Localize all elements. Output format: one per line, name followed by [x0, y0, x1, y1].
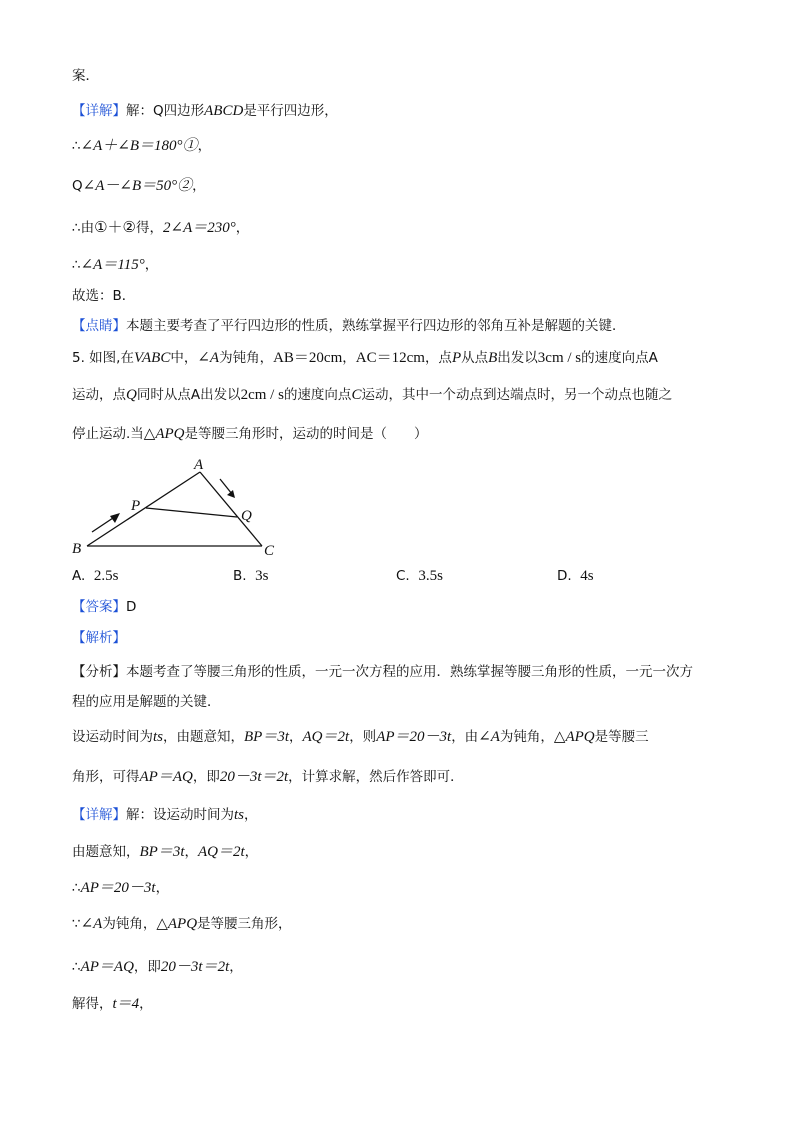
text-line: 案．: [72, 68, 99, 84]
text: 是等腰三: [594, 729, 649, 745]
text: ，: [139, 996, 153, 1012]
text: ，由题意知，: [163, 729, 245, 745]
therefore-symbol: ∴: [72, 257, 81, 273]
point-label-q: Q: [241, 508, 252, 524]
therefore-symbol: ∴: [72, 138, 81, 154]
option-value: 3.5s: [418, 568, 443, 584]
segment-ba: [87, 472, 200, 546]
text: 解：设运动时间为: [126, 807, 234, 823]
math-line: [72, 255, 158, 275]
detail-line: [72, 101, 338, 121]
symbol: Q: [72, 178, 83, 194]
text: 运动，其中一个动点到达端点时，另一个动点也随之: [361, 387, 672, 403]
math: VABC: [133, 350, 171, 366]
text: ，即: [192, 769, 220, 785]
text: 运动，点: [72, 387, 126, 403]
text: 解得，: [72, 996, 113, 1012]
text-line: 故选：B．: [72, 288, 136, 304]
text: ，由: [451, 729, 479, 745]
text: 角形，可得: [72, 769, 140, 785]
math: P: [451, 350, 462, 366]
section-tag: 【详解】: [72, 103, 126, 119]
math: △APQ: [156, 916, 198, 932]
math: B: [488, 350, 498, 366]
segment-ac: [200, 472, 262, 546]
option-c[interactable]: [396, 566, 443, 586]
math: AP＝20－3t: [376, 729, 452, 745]
symbol: Q: [153, 103, 164, 119]
option-key: D.: [557, 568, 572, 584]
text: ，: [244, 844, 259, 860]
math-line: [72, 176, 206, 196]
point-label-p: P: [131, 498, 141, 514]
text: 5. 如图,在: [72, 350, 134, 366]
question-line: [72, 385, 672, 405]
text: ，: [244, 807, 258, 823]
math: △APQ: [553, 729, 595, 745]
section-tag: 【详解】: [72, 807, 126, 823]
analysis-line: 程的应用是解题的关键．: [72, 694, 221, 710]
math: ∠A: [478, 729, 500, 745]
therefore-symbol: ∴: [72, 880, 81, 896]
math: C: [351, 387, 362, 403]
text: 的速度向点: [283, 387, 352, 403]
text: ，: [229, 959, 243, 975]
text: 是等腰三角形，: [197, 916, 292, 932]
math: 20－3t＝2t: [219, 769, 289, 785]
text: 中，: [170, 350, 198, 366]
text: ，: [155, 880, 170, 896]
math-line: [72, 136, 211, 156]
math: ts: [153, 729, 164, 745]
text: ，点: [424, 350, 452, 366]
text: ，计算求解，然后作答即可．: [288, 769, 464, 785]
math: 2∠A＝230°: [163, 220, 236, 236]
answer-value: D: [126, 599, 137, 615]
math: t＝4: [112, 996, 140, 1012]
because-symbol: ∵: [72, 916, 81, 932]
text: 得，: [136, 220, 163, 236]
option-d[interactable]: [557, 566, 594, 586]
text: ，: [289, 729, 303, 745]
text: ∴由: [72, 220, 95, 236]
math: AB＝20cm: [273, 350, 343, 366]
vertex-label-a: A: [194, 457, 204, 473]
text: 是等腰三角形时，运动的时间是（ ）: [184, 426, 428, 442]
question-line: [72, 348, 658, 368]
detail-line: [72, 957, 243, 977]
option-key: B.: [233, 568, 247, 584]
comment-line: [72, 316, 626, 336]
detail-line: [72, 914, 292, 934]
text: 的速度向点A: [581, 350, 658, 366]
vertex-label-b: B: [72, 541, 82, 557]
math: Q: [126, 387, 137, 403]
text: 设运动时间为: [72, 729, 153, 745]
option-value: 4s: [580, 568, 594, 584]
analysis-line: [72, 767, 464, 787]
text: 停止运动.当: [72, 426, 144, 442]
option-a[interactable]: [72, 566, 118, 586]
option-b[interactable]: [233, 566, 269, 586]
option-key: C.: [396, 568, 410, 584]
math: ABCD: [204, 103, 244, 119]
text: 是平行四边形，: [243, 103, 338, 119]
text: 由题意知，: [72, 844, 140, 860]
text: ，即: [133, 959, 161, 975]
math: 2cm / s: [240, 387, 284, 403]
text: 同时从点A出发以: [136, 387, 241, 403]
math: ∠A＝115°: [80, 257, 145, 273]
option-value: 3s: [255, 568, 269, 584]
math: AP＝AQ: [139, 769, 193, 785]
math: AP＝AQ: [80, 959, 134, 975]
text: 为钝角，: [102, 916, 157, 932]
text: 出发以: [497, 350, 538, 366]
text: ，则: [349, 729, 377, 745]
analysis-line: [72, 727, 649, 747]
math: 20－3t＝2t: [160, 959, 230, 975]
math: AC＝12cm: [355, 350, 425, 366]
triangle-figure: [60, 452, 300, 564]
math: AP＝20－3t: [80, 880, 156, 896]
math: △APQ: [143, 426, 185, 442]
text: ，: [235, 220, 250, 236]
text: 解：: [126, 103, 153, 119]
detail-line: [72, 805, 258, 825]
math: AQ＝2t: [302, 729, 350, 745]
analysis-tag: 【解析】: [72, 630, 126, 646]
math: BP＝3t: [244, 729, 290, 745]
text: ，: [192, 178, 206, 194]
math: ∠A: [197, 350, 220, 366]
text: ，: [144, 257, 159, 273]
answer-line: [72, 597, 136, 617]
text: 为钝角，: [499, 729, 554, 745]
option-key: A.: [72, 568, 86, 584]
text: 四边形: [163, 103, 205, 119]
math: BP＝3t: [139, 844, 185, 860]
section-tag: 【点睛】: [72, 318, 126, 334]
section-tag: 【答案】: [72, 599, 126, 615]
question-line: [72, 424, 428, 444]
math: ①＋②: [94, 220, 136, 236]
option-value: 2.5s: [93, 568, 119, 584]
text: 为钝角，: [219, 350, 274, 366]
math: AQ＝2t: [198, 844, 245, 860]
math: ∠A: [80, 916, 103, 932]
analysis-line: 【分析】本题考查了等腰三角形的性质，一元一次方程的应用．熟练掌握等腰三角形的性质，一元一次方: [72, 664, 693, 680]
text: ，: [184, 844, 198, 860]
text: ，: [197, 138, 212, 154]
detail-line: [72, 842, 258, 862]
segment-pq: [146, 508, 237, 517]
math: ts: [234, 807, 245, 823]
arrow-icon: [92, 513, 120, 532]
detail-line: [72, 878, 169, 898]
vertex-label-c: C: [264, 543, 275, 559]
math: ∠A＋∠B＝180°①: [80, 138, 198, 154]
math: ∠A－∠B＝50°②: [82, 178, 193, 194]
math-line: [72, 218, 249, 238]
text: 本题主要考查了平行四边形的性质，熟练掌握平行四边形的邻角互补是解题的关键．: [126, 318, 626, 334]
text: 从点: [461, 350, 489, 366]
math: 3cm / s: [537, 350, 582, 366]
therefore-symbol: ∴: [72, 959, 81, 975]
text: ，: [342, 350, 356, 366]
arrow-icon: [220, 479, 235, 498]
detail-line: [72, 994, 153, 1014]
